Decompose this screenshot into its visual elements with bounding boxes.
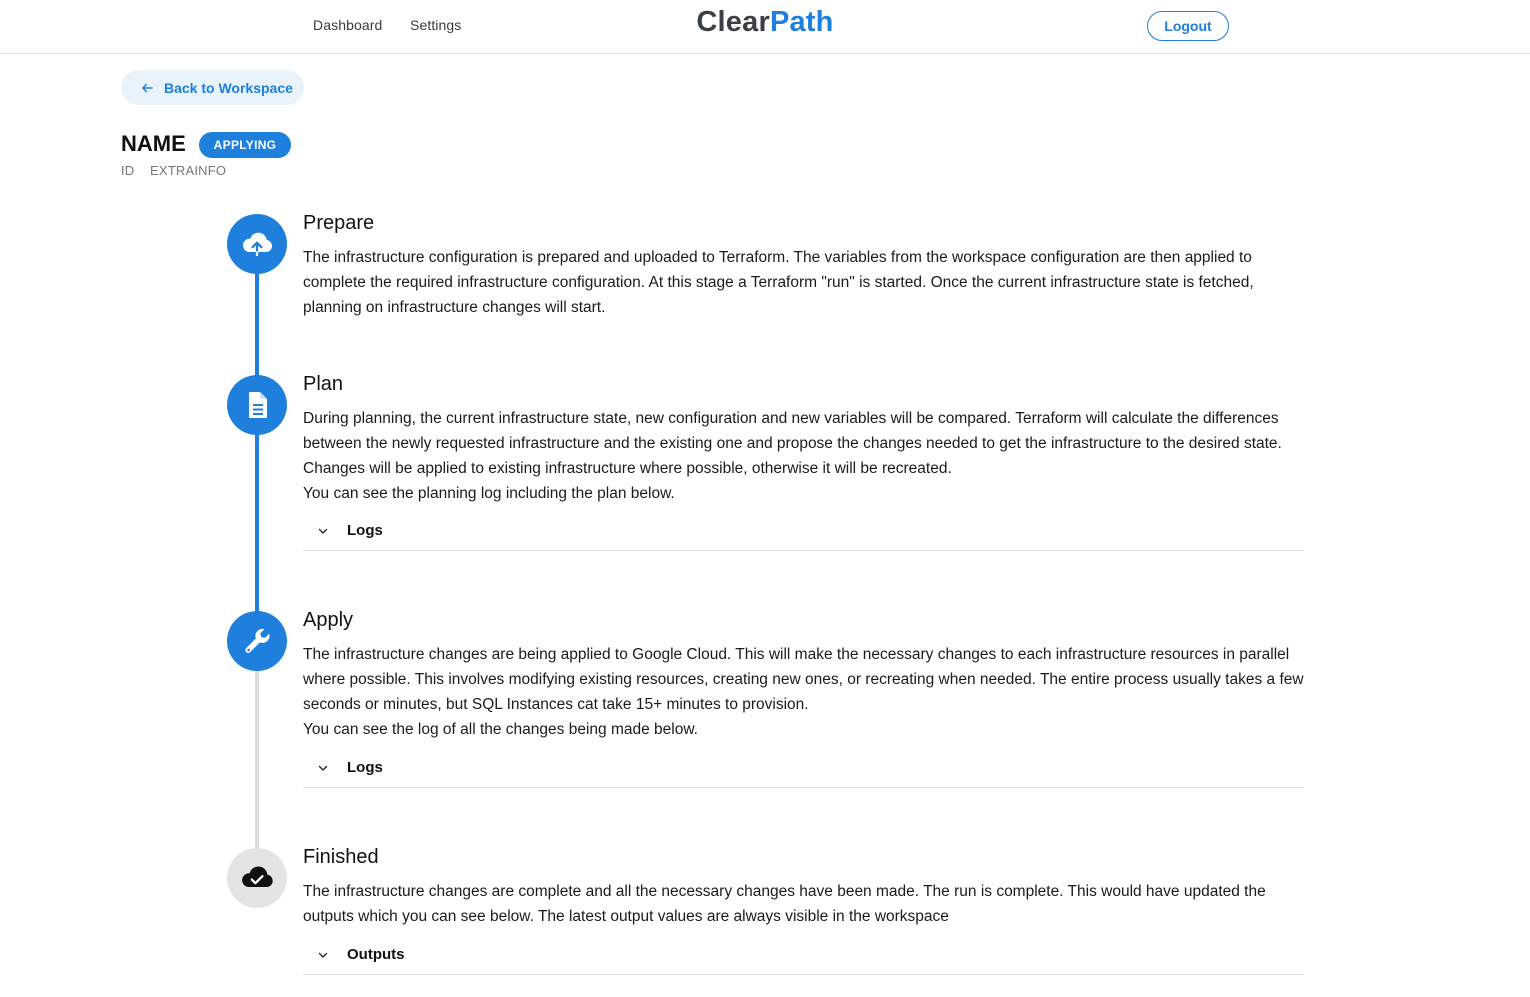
apply-logs-expander[interactable] <box>303 748 1304 788</box>
timeline-connector <box>255 270 259 380</box>
step-plan-marker <box>227 375 287 435</box>
step-apply-description-main: The infrastructure changes are being applied to Google Cloud. This will make the necessary changes to each infrastructure resources in parallel where possible. This involves modifying existing resources, creating new ones, or recreating when needed. The entire process usually takes a few seconds or minutes, but SQL Instances cat take 15+ minutes to provision. <box>303 646 1304 713</box>
step-apply-marker <box>227 611 287 671</box>
apply-logs-label: Logs <box>347 759 383 776</box>
step-finished-description: The infrastructure changes are complete and all the necessary changes have been made. The run is complete. This would have updated the outputs which you can see below. The latest output values are always visible in the workspace <box>303 883 1266 925</box>
step-finished-marker <box>227 848 287 908</box>
chevron-down-icon <box>317 525 329 537</box>
step-apply-description <box>303 642 1308 742</box>
step-plan-description-main: During planning, the current infrastructure state, new configuration and new variables will be compared. Terraform will calculate the differences between the newly requested infrastructure and the existing one and propose the changes needed to get the infrastructure to the desired state. Changes will be applied to existing infrastructure where possible, otherwise it will be recreated. <box>303 410 1282 477</box>
brand-logo-part1: Clear <box>696 6 770 38</box>
document-icon <box>242 389 272 421</box>
cloud-check-icon <box>238 860 276 896</box>
run-extra-info: EXTRAINFO <box>150 163 227 178</box>
brand-logo-part2: Path <box>769 6 834 38</box>
chevron-down-icon <box>317 762 329 774</box>
nav-settings-link[interactable]: Settings <box>410 17 462 33</box>
wrench-icon <box>240 624 274 658</box>
nav-dashboard-link[interactable]: Dashboard <box>313 17 383 33</box>
step-plan-description <box>303 406 1308 506</box>
top-navbar <box>0 0 1530 54</box>
logout-button[interactable]: Logout <box>1147 11 1229 41</box>
step-prepare-title: Prepare <box>303 212 375 234</box>
cloud-upload-icon <box>239 226 275 262</box>
back-to-workspace-button[interactable] <box>121 70 304 105</box>
step-prepare-marker <box>227 214 287 274</box>
step-plan-title: Plan <box>303 373 344 395</box>
status-badge: APPLYING <box>199 132 291 158</box>
step-plan-description-note: You can see the planning log including the plan below. <box>303 485 675 502</box>
chevron-down-icon <box>317 949 329 961</box>
step-prepare-description: The infrastructure configuration is prepared and uploaded to Terraform. The variables from the workspace configuration are then applied to complete the required infrastructure configuration. At this stage a Terraform "run" is started. Once the current infrastructure state is fetched, planning on infrastructure changes will start. <box>303 249 1254 316</box>
timeline-connector <box>255 666 259 853</box>
page-title: NAME <box>121 131 186 156</box>
brand-logo <box>0 6 1530 39</box>
arrow-left-icon <box>141 82 153 94</box>
back-to-workspace-label: Back to Workspace <box>164 79 293 96</box>
step-finished-title: Finished <box>303 846 379 868</box>
plan-logs-expander[interactable] <box>303 511 1304 551</box>
step-apply-title: Apply <box>303 609 354 631</box>
plan-logs-label: Logs <box>347 522 383 539</box>
outputs-expander[interactable] <box>303 935 1304 975</box>
step-apply-description-note: You can see the log of all the changes being made below. <box>303 721 698 738</box>
run-id: ID <box>121 163 135 178</box>
timeline-connector <box>255 430 259 616</box>
outputs-label: Outputs <box>347 946 405 963</box>
